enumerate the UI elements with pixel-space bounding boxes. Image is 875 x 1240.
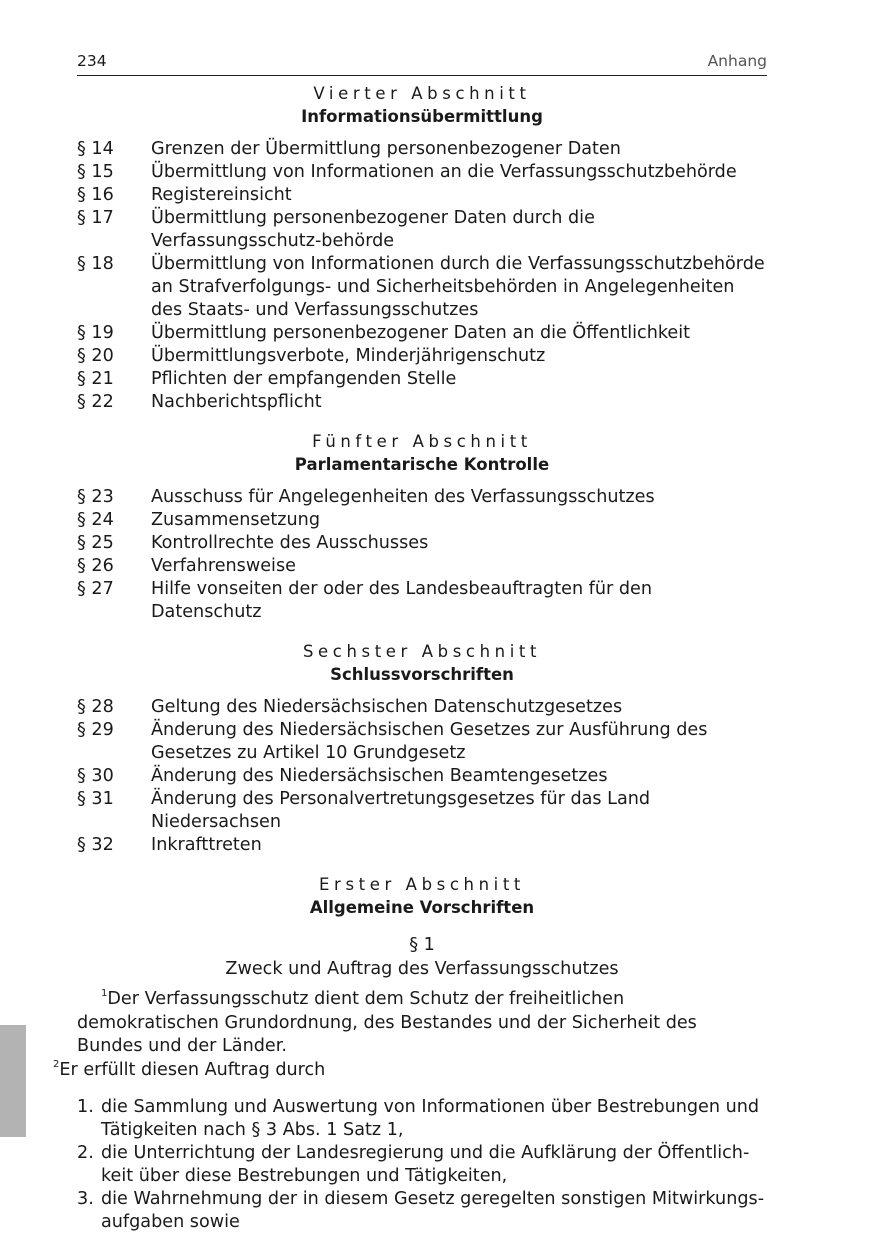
paragraph-title: Zweck und Auftrag des Verfassungsschutzes — [225, 958, 619, 979]
toc-list — [77, 696, 767, 857]
toc-list — [77, 486, 767, 624]
toc-row — [77, 391, 767, 414]
section-number: § 22 — [77, 392, 114, 412]
toc-row — [77, 532, 767, 555]
toc-row — [77, 486, 767, 509]
part-title: Allgemeine Vorschriften — [309, 898, 535, 917]
section-number: § 14 — [77, 139, 114, 159]
part-heading — [77, 430, 767, 476]
section-title: Änderung des Niedersächsischen Beamtengesetzes — [151, 766, 608, 786]
list-item-text: die Wahrnehmung der in diesem Gesetz geregelten sonstigen Mitwirkungs-aufgaben sowie — [101, 1189, 765, 1232]
content — [53, 82, 767, 1234]
part-spaced-label: Vierter Abschnitt — [313, 84, 531, 103]
list-item — [77, 1142, 767, 1188]
list-item-number: 3. — [77, 1189, 94, 1209]
toc-row — [77, 788, 767, 834]
toc-row — [77, 138, 767, 161]
section-title: Übermittlung personenbezogener Daten durch die Verfassungsschutz-behörde — [151, 208, 595, 251]
toc-row — [77, 719, 767, 765]
part-heading — [77, 82, 767, 128]
section-title: Grenzen der Übermittlung personenbezogener Daten — [151, 139, 621, 159]
section-title: Zusammensetzung — [151, 510, 320, 530]
list-item-text: die Unterrichtung der Landesregierung und die Aufklärung der Öffentlich-keit über diese Bestrebungen und Tätigkeiten, — [101, 1143, 750, 1186]
section-number: § 23 — [77, 487, 114, 507]
section-number: § 19 — [77, 323, 114, 343]
paragraph-body — [53, 988, 767, 1082]
list-item-number: 2. — [77, 1143, 94, 1163]
section-number: § 20 — [77, 346, 114, 366]
running-header — [77, 51, 767, 76]
list-item-number: 1. — [77, 1097, 94, 1117]
part-spaced-label: Erster Abschnitt — [319, 875, 525, 894]
section-title: Übermittlungsverbote, Minderjährigenschutz — [151, 346, 546, 366]
sentence-number: 2 — [53, 1058, 60, 1070]
part-heading — [77, 640, 767, 686]
part-title: Parlamentarische Kontrolle — [294, 455, 550, 474]
toc-row — [77, 578, 767, 624]
section-number: § 28 — [77, 697, 114, 717]
section-title: Inkrafttreten — [151, 835, 262, 855]
toc-row — [77, 345, 767, 368]
section-number: § 18 — [77, 254, 114, 274]
sentence-number: 1 — [101, 988, 108, 999]
toc-row — [77, 765, 767, 788]
part-heading — [77, 873, 767, 919]
section-title: Pflichten der empfangenden Stelle — [151, 369, 457, 389]
paragraph-number: § 1 — [409, 935, 435, 955]
part-title: Informationsübermittlung — [301, 107, 543, 126]
section-title: Änderung des Personalvertretungsgesetzes für das Land Niedersachsen — [151, 789, 651, 832]
section-number: § 15 — [77, 162, 114, 182]
section-number: § 30 — [77, 766, 114, 786]
list-item-text: die Sammlung und Auswertung von Informationen über Bestrebungen und Tätigkeiten nach § 3 Abs. 1 Satz 1, — [101, 1097, 760, 1140]
toc-parts — [77, 82, 767, 857]
toc-row — [77, 184, 767, 207]
toc-row — [77, 696, 767, 719]
part-spaced-label: Fünfter Abschnitt — [312, 432, 532, 451]
section-title: Kontrollrechte des Ausschusses — [151, 533, 429, 553]
section-title: Änderung des Niedersächsischen Gesetzes zur Ausführung des Gesetzes zu Artikel 10 Grundgesetz — [151, 720, 708, 763]
paragraph-heading — [77, 934, 767, 981]
section-number: § 17 — [77, 208, 114, 228]
section-title: Anhang — [707, 52, 767, 70]
section-number: § 26 — [77, 556, 114, 576]
part-spaced-label: Sechster Abschnitt — [302, 642, 542, 661]
section-number: § 32 — [77, 835, 114, 855]
part-title: Schlussvorschriften — [330, 665, 514, 684]
section-title: Übermittlung von Informationen durch die Verfassungsschutzbehörde an Strafverfolgungs- und Sicherheitsbehörden in Angelegenheiten des Staats- und Verfassungsschutzes — [151, 254, 765, 320]
section-number: § 16 — [77, 185, 114, 205]
section-title: Nachberichtspflicht — [151, 392, 322, 412]
chapter-thumb-tab — [0, 1025, 26, 1137]
section-number: § 27 — [77, 579, 114, 599]
section-title: Übermittlung von Informationen an die Verfassungsschutzbehörde — [151, 162, 737, 182]
toc-row — [77, 834, 767, 857]
toc-row — [77, 509, 767, 532]
list-item — [77, 1096, 767, 1142]
section-number: § 24 — [77, 510, 114, 530]
section-title: Übermittlung personenbezogener Daten an die Öffentlichkeit — [151, 323, 691, 343]
list-item — [77, 1188, 767, 1234]
section-title: Verfahrensweise — [151, 556, 296, 576]
toc-row — [77, 161, 767, 184]
section-title: Geltung des Niedersächsischen Datenschutzgesetzes — [151, 697, 623, 717]
section-number: § 21 — [77, 369, 114, 389]
numbered-list — [77, 1096, 767, 1234]
section-title: Hilfe vonseiten der oder des Landesbeauftragten für den Datenschutz — [151, 579, 653, 622]
toc-list — [77, 138, 767, 414]
section-number: § 31 — [77, 789, 114, 809]
page-number: 234 — [77, 52, 107, 70]
sentence-text: Der Verfassungsschutz dient dem Schutz der freiheitlichen demokratischen Grundordnung, des Bestandes und der Sicherheit des Bundes und der Länder. — [77, 989, 697, 1056]
toc-row — [77, 322, 767, 345]
toc-row — [77, 555, 767, 578]
toc-row — [77, 368, 767, 391]
section-number: § 25 — [77, 533, 114, 553]
section-title: Ausschuss für Angelegenheiten des Verfassungsschutzes — [151, 487, 655, 507]
section-number: § 29 — [77, 720, 114, 740]
toc-row — [77, 207, 767, 253]
section-title: Registereinsicht — [151, 185, 292, 205]
sentence-text: Er erfüllt diesen Auftrag durch — [59, 1059, 326, 1080]
toc-row — [77, 253, 767, 322]
